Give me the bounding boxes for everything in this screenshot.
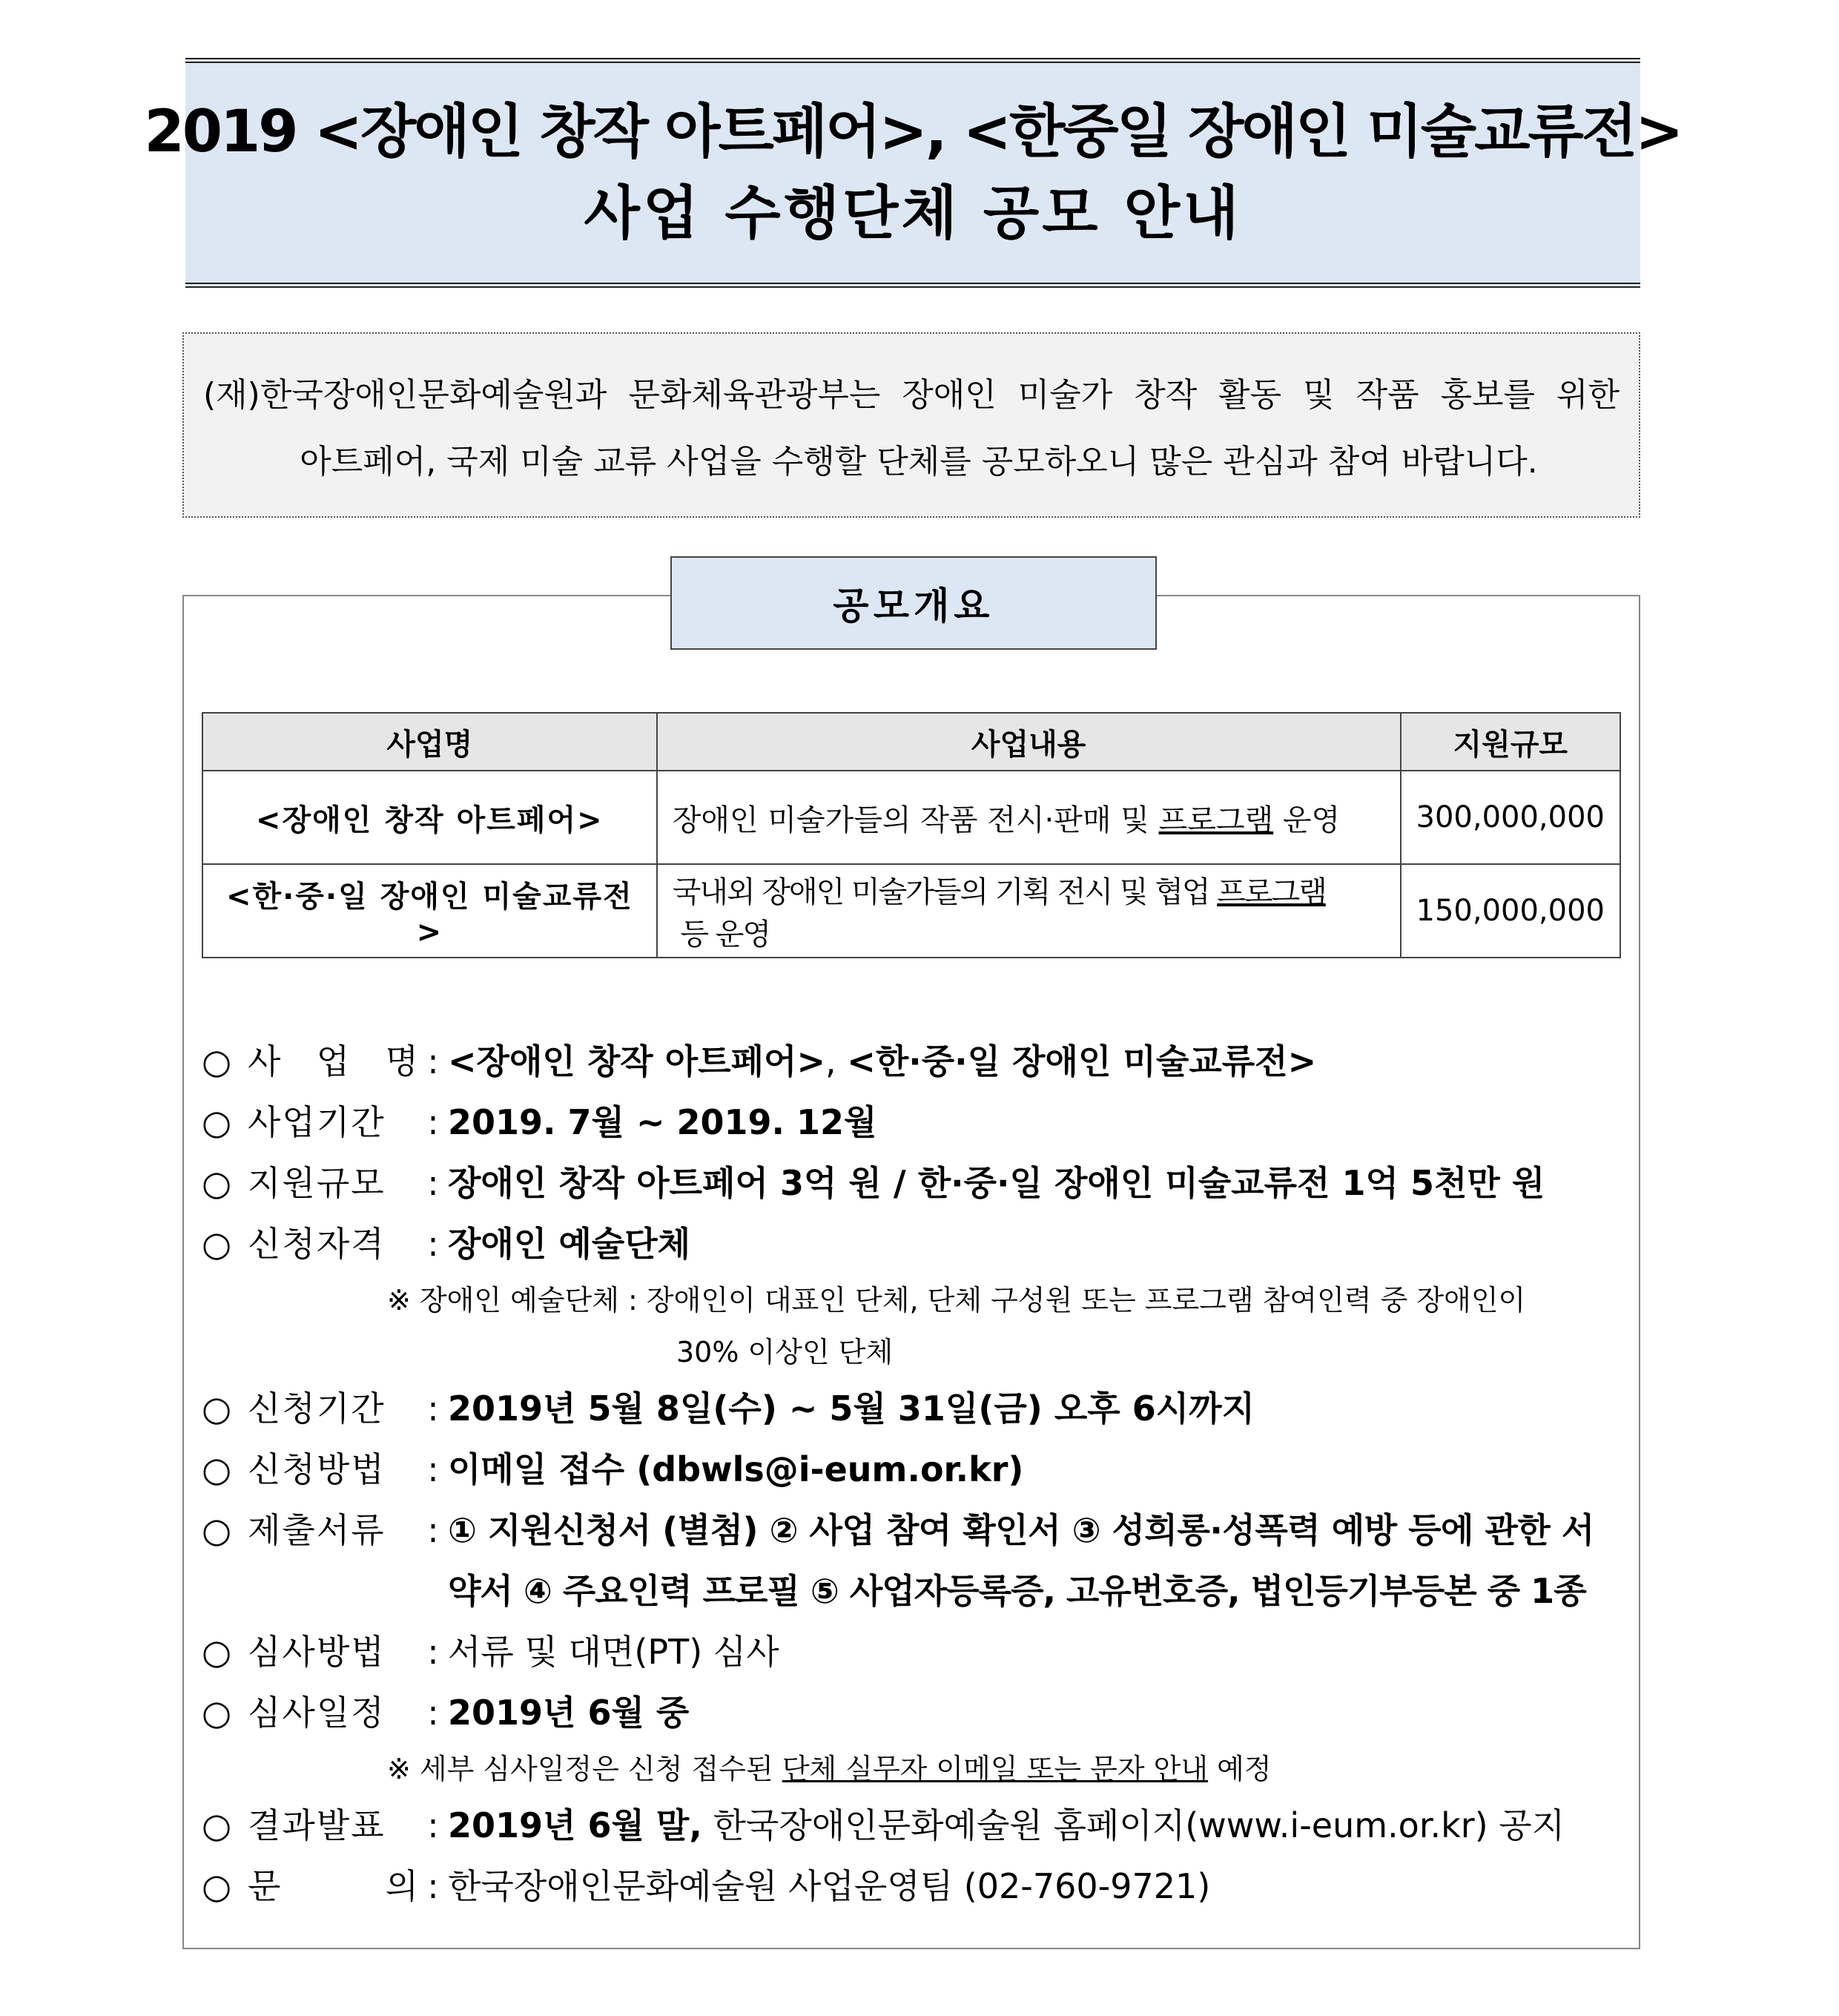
label-char: 명 — [385, 1041, 418, 1081]
row-content-underlined: 프로그램 — [1158, 803, 1274, 837]
row-content-underlined: 프로그램 — [1217, 875, 1326, 909]
detail-result — [202, 1795, 1633, 1856]
colon: : — [427, 1693, 439, 1733]
label-char: 업 — [316, 1041, 350, 1081]
value-part: <장애인 창작 아트페어> — [448, 1041, 826, 1081]
page-title: 2019 <장애인 창작 아트페어>, <한중일 장애인 미술교류전> — [144, 99, 1682, 165]
detail-label: 심사방법 — [248, 1632, 386, 1672]
table-row — [202, 771, 1620, 864]
colon: : — [427, 1866, 439, 1906]
colon: : — [427, 1632, 439, 1672]
detail-eligibility — [202, 1213, 1633, 1274]
note-text: ※ 세부 심사일정은 신청 접수된 — [387, 1753, 782, 1785]
row-content-tail: 등 운영 — [672, 918, 770, 952]
bullet: ○ — [202, 1389, 232, 1429]
page-subtitle: 사업 수행단체 공모 안내 — [584, 180, 1242, 247]
bullet: ○ — [202, 1449, 232, 1489]
label-char: 사 — [248, 1041, 281, 1081]
detail-list — [202, 1031, 1633, 1917]
detail-value: 이메일 접수 (dbwls@i-eum.or.kr) — [448, 1449, 1024, 1489]
detail-contact — [202, 1856, 1633, 1917]
bullet: ○ — [202, 1866, 232, 1906]
colon: : — [427, 1389, 439, 1429]
detail-label: 신청기간 — [248, 1389, 386, 1429]
row-name: <장애인 창작 아트페어> — [202, 771, 657, 864]
detail-value: ① 지원신청서 (별첨) ② 사업 참여 확인서 ③ 성희롱·성폭력 예방 등에 관한 서 — [448, 1510, 1594, 1550]
review-note — [202, 1743, 1633, 1795]
detail-value: 2019. 7월 ~ 2019. 12월 — [448, 1102, 877, 1142]
detail-label: 신청자격 — [248, 1224, 386, 1264]
detail-label: 제출서류 — [248, 1510, 386, 1550]
table-header-row — [202, 713, 1620, 771]
value-part: <한·중·일 장애인 미술교류전> — [847, 1041, 1317, 1081]
note-tail: 예정 — [1208, 1753, 1272, 1785]
detail-value: 장애인 창작 아트페어 3억 원 / 한·중·일 장애인 미술교류전 1억 5천만 원 — [448, 1163, 1545, 1203]
bullet: ○ — [202, 1632, 232, 1672]
detail-value: 서류 및 대면(PT) 심사 — [448, 1632, 779, 1672]
value-part: 2019년 6월 말, — [448, 1805, 702, 1845]
bullet: ○ — [202, 1102, 232, 1142]
label-char: 의 — [385, 1866, 418, 1906]
detail-label — [248, 1031, 418, 1092]
colon: : — [427, 1805, 439, 1845]
colon: : — [427, 1041, 439, 1081]
detail-value — [448, 1031, 1316, 1092]
detail-value: 2019년 6월 중 — [448, 1693, 690, 1733]
detail-label: 결과발표 — [248, 1805, 386, 1845]
detail-period — [202, 1092, 1633, 1153]
documents-cont: 약서 ④ 주요인력 프로필 ⑤ 사업자등록증, 고유번호증, 법인등기부등본 중 1종 — [448, 1571, 1586, 1611]
colon: : — [427, 1102, 439, 1142]
bullet: ○ — [202, 1163, 232, 1203]
detail-label: 사업기간 — [248, 1102, 386, 1142]
row-content-text: 장애인 미술가들의 작품 전시·판매 및 — [672, 803, 1159, 837]
detail-label: 지원규모 — [248, 1163, 386, 1203]
detail-apply-period — [202, 1378, 1633, 1439]
note-underlined: 단체 실무자 이메일 또는 문자 안내 — [782, 1753, 1209, 1785]
eligibility-note: ※ 장애인 예술단체 : 장애인이 대표인 단체, 단체 구성원 또는 프로그램 참여인력 중 장애인이 — [387, 1284, 1526, 1317]
detail-review-method — [202, 1621, 1633, 1682]
detail-apply-method — [202, 1439, 1633, 1500]
bullet: ○ — [202, 1041, 232, 1081]
colon: : — [427, 1510, 439, 1550]
detail-review-date — [202, 1682, 1633, 1743]
table-row — [202, 864, 1620, 958]
header-business-name: 사업명 — [202, 713, 657, 771]
intro-line-2: 아트페어, 국제 미술 교류 사업을 수행할 단체를 공모하오니 많은 관심과 참여 바랍니다. — [300, 443, 1538, 481]
detail-label — [248, 1856, 418, 1917]
detail-value: 장애인 예술단체 — [448, 1224, 691, 1264]
detail-label: 신청방법 — [248, 1449, 386, 1489]
intro-line-1: (재)한국장애인문화예술원과 문화체육관광부는 장애인 미술가 창작 활동 및 작품 홍보를 위한 — [203, 376, 1620, 414]
header-business-content: 사업내용 — [657, 713, 1401, 771]
row-content-text: 국내외 장애인 미술가들의 기획 전시 및 협업 — [672, 875, 1218, 909]
value-part: 한국장애인문화예술원 홈페이지(www.i-eum.or.kr) 공지 — [701, 1805, 1565, 1845]
detail-value: 한국장애인문화예술원 사업운영팀 (02-760-9721) — [448, 1866, 1211, 1906]
row-content-tail: 운영 — [1273, 803, 1341, 837]
overview-table — [202, 712, 1621, 958]
row-amount: 150,000,000 — [1401, 864, 1621, 958]
header-support-amount: 지원규모 — [1401, 713, 1621, 771]
value-sep: , — [825, 1041, 848, 1081]
detail-documents — [202, 1500, 1633, 1561]
detail-support — [202, 1153, 1633, 1213]
detail-value: 2019년 5월 8일(수) ~ 5월 31일(금) 오후 6시까지 — [448, 1389, 1255, 1429]
bullet: ○ — [202, 1805, 232, 1845]
colon: : — [427, 1163, 439, 1203]
detail-label: 심사일정 — [248, 1693, 386, 1733]
detail-value — [448, 1795, 1565, 1856]
intro-box — [182, 332, 1640, 518]
label-char: 문 — [248, 1866, 281, 1906]
row-content — [657, 771, 1401, 864]
row-content — [657, 864, 1401, 958]
section-title: 공모개요 — [670, 556, 1157, 650]
colon: : — [427, 1224, 439, 1264]
detail-business-name — [202, 1031, 1633, 1092]
eligibility-note-cont: 30% 이상인 단체 — [676, 1336, 894, 1368]
bullet: ○ — [202, 1224, 232, 1264]
bullet: ○ — [202, 1510, 232, 1550]
bullet: ○ — [202, 1693, 232, 1733]
row-amount: 300,000,000 — [1401, 771, 1621, 864]
row-name: <한·중·일 장애인 미술교류전> — [202, 864, 657, 958]
colon: : — [427, 1449, 439, 1489]
title-banner — [144, 58, 1682, 288]
